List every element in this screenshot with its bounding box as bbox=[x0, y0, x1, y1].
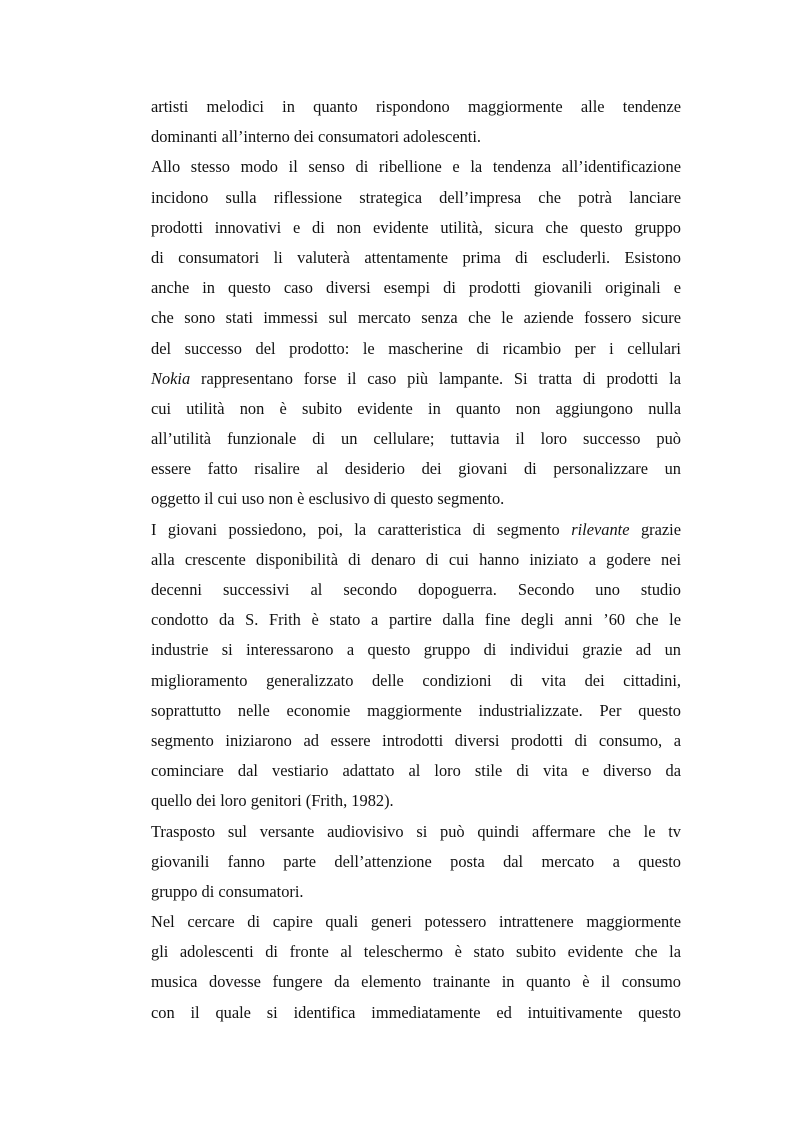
text-line: giovanili fanno parte dell’attenzione posta dal mercato a questo bbox=[151, 851, 681, 871]
text-line: con il quale si identifica immediatamente ed intuitivamente questo bbox=[151, 1002, 681, 1022]
text-line: gruppo di consumatori. bbox=[151, 881, 304, 901]
text-line: industrie si interessarono a questo gruppo di individui grazie ad un bbox=[151, 640, 681, 660]
text-line: essere fatto risalire al desiderio dei giovani di personalizzare un bbox=[151, 459, 681, 479]
text-line: anche in questo caso diversi esempi di prodotti giovanili originali e bbox=[151, 278, 681, 298]
text-line: Allo stesso modo il senso di ribellione e la tendenza all’identificazione bbox=[151, 157, 681, 177]
text-line: miglioramento generalizzato delle condizioni di vita dei cittadini, bbox=[151, 670, 681, 690]
text-line: di consumatori li valuterà attentamente prima di escluderli. Esistono bbox=[151, 247, 681, 267]
text-fragment: rappresentano forse il caso più lampante. Si tratta di prodotti la bbox=[200, 368, 681, 388]
text-line bbox=[151, 364, 681, 394]
text-line: decenni successivi al secondo dopoguerra. Secondo uno studio bbox=[151, 580, 681, 599]
text-line: del successo del prodotto: le mascherine di ricambio per i cellulari bbox=[151, 338, 681, 358]
document-page bbox=[151, 92, 681, 1028]
text-line: prodotti innovativi e di non evidente utilità, sicura che questo gruppo bbox=[151, 217, 681, 237]
text-line: dominanti all’interno dei consumatori adolescenti. bbox=[151, 127, 481, 147]
text-line: quello dei loro genitori (Frith, 1982). bbox=[151, 791, 394, 811]
text-line: cui utilità non è subito evidente in quanto non aggiungono nulla bbox=[151, 398, 681, 418]
text-line: musica dovesse fungere da elemento trainante in quanto è il consumo bbox=[151, 972, 681, 992]
paragraph-5 bbox=[151, 907, 681, 1028]
text-line: artisti melodici in quanto rispondono maggiormente alle tendenze bbox=[151, 97, 681, 116]
text-line: Nel cercare di capire quali generi potessero intrattenere maggiormente bbox=[151, 912, 681, 932]
text-line: Trasposto sul versante audiovisivo si può quindi affermare che le tv bbox=[151, 821, 681, 841]
text-line: alla crescente disponibilità di denaro di cui hanno iniziato a godere nei bbox=[151, 549, 681, 569]
text-line: condotto da S. Frith è stato a partire dalla fine degli anni ’60 che le bbox=[151, 610, 681, 630]
text-line: soprattutto nelle economie maggiormente industrializzate. Per questo bbox=[151, 700, 681, 720]
text-line: cominciare dal vestiario adattato al loro stile di vita e diverso da bbox=[151, 761, 681, 781]
paragraph-4 bbox=[151, 817, 681, 908]
text-line: che sono stati immessi sul mercato senza che le aziende fossero sicure bbox=[151, 308, 681, 328]
emphasized-word: rilevante bbox=[571, 519, 630, 539]
paragraph-3 bbox=[151, 515, 681, 817]
brand-name: Nokia bbox=[151, 368, 191, 388]
text-fragment: I giovani possiedono, poi, la caratteristica di segmento bbox=[151, 519, 560, 539]
paragraph-1 bbox=[151, 92, 681, 152]
paragraph-2 bbox=[151, 152, 681, 514]
text-fragment: grazie bbox=[640, 519, 681, 539]
text-line bbox=[151, 515, 681, 545]
text-line: all’utilità funzionale di un cellulare; tuttavia il loro successo può bbox=[151, 429, 681, 449]
text-line: incidono sulla riflessione strategica dell’impresa che potrà lanciare bbox=[151, 187, 681, 207]
text-line: segmento iniziarono ad essere introdotti diversi prodotti di consumo, a bbox=[151, 730, 681, 750]
text-line: gli adolescenti di fronte al teleschermo è stato subito evidente che la bbox=[151, 942, 681, 962]
text-line: oggetto il cui uso non è esclusivo di questo segmento. bbox=[151, 489, 505, 509]
